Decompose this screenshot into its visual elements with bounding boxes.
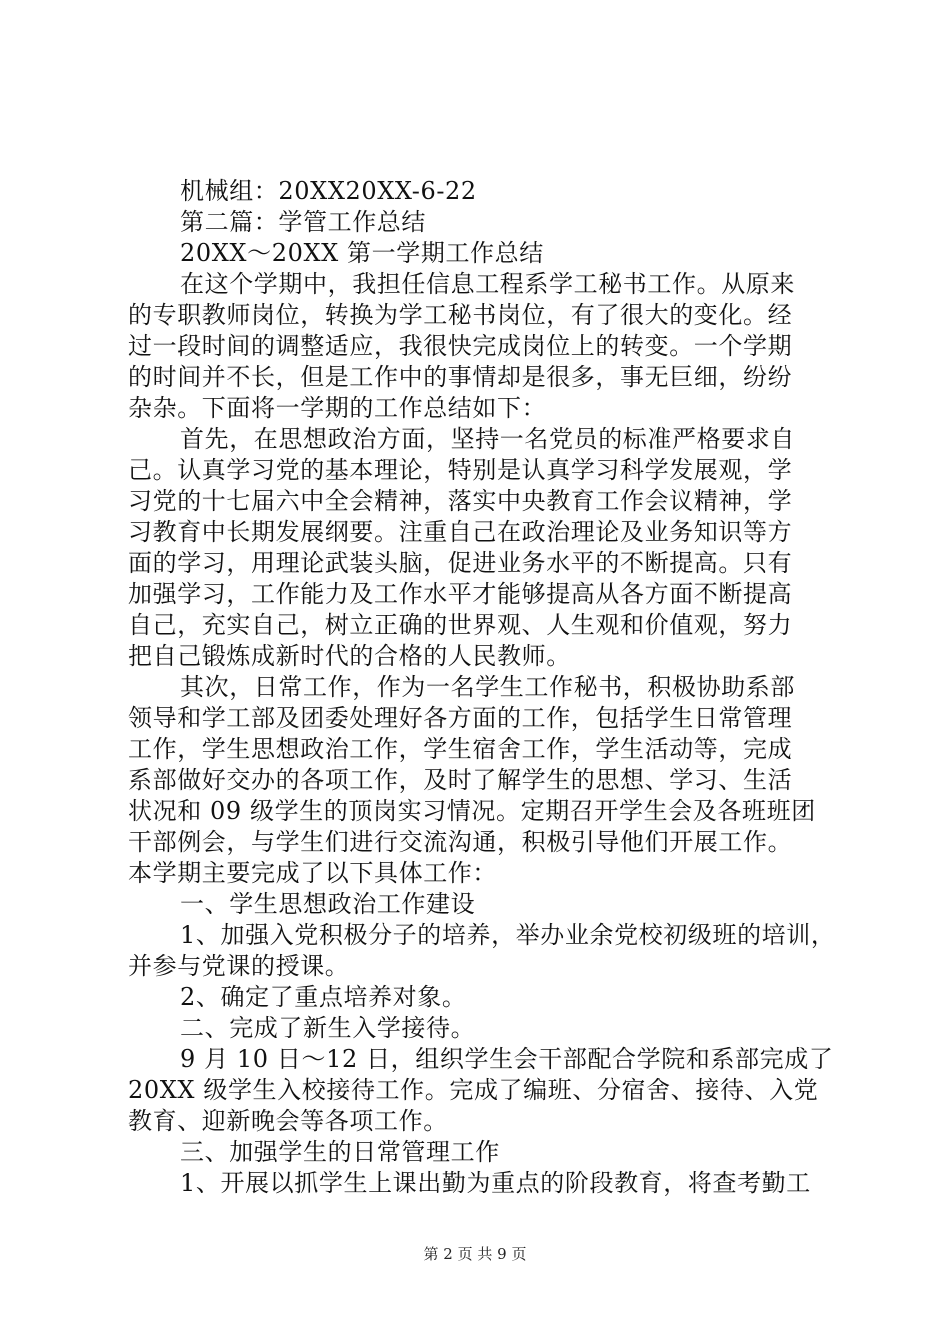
text-line: 杂杂。下面将一学期的工作总结如下：: [128, 394, 547, 422]
text-line: 自己，充实自己，树立正确的世界观、人生观和价值观，努力: [128, 611, 793, 639]
text-line: 教育、迎新晚会等各项工作。: [128, 1107, 448, 1135]
text-line: 加强学习，工作能力及工作水平才能够提高从各方面不断提高: [128, 580, 793, 608]
text-line: 1、开展以抓学生上课出勤为重点的阶段教育，将查考勤工: [180, 1169, 811, 1197]
text-line: 机械组：20XX20XX-6-22: [180, 177, 477, 205]
page-footer: 第 2 页 共 9 页: [423, 1245, 527, 1263]
text-line: 2、确定了重点培养对象。: [180, 983, 467, 1011]
text-line: 干部例会，与学生们进行交流沟通，积极引导他们开展工作。: [128, 828, 793, 856]
text-line: 在这个学期中，我担任信息工程系学工秘书工作。从原来: [180, 270, 795, 298]
text-line: 面的学习，用理论武装头脑，促进业务水平的不断提高。只有: [128, 549, 793, 577]
text-line: 并参与党课的授课。: [128, 952, 350, 980]
text-line: 状况和 09 级学生的顶岗实习情况。定期召开学生会及各班班团: [128, 797, 816, 825]
document-body: [128, 176, 840, 1199]
text-line: 1、加强入党积极分子的培养，举办业余党校初级班的培训，: [180, 921, 836, 949]
text-line: 把自己锻炼成新时代的合格的人民教师。: [128, 642, 571, 670]
text-line: 的时间并不长，但是工作中的事情却是很多，事无巨细，纷纷: [128, 363, 793, 391]
text-line: 二、完成了新生入学接待。: [180, 1014, 476, 1042]
text-line: 工作，学生思想政治工作，学生宿舍工作，学生活动等，完成: [128, 735, 793, 763]
text-line: 本学期主要完成了以下具体工作：: [128, 859, 497, 887]
text-line: 系部做好交办的各项工作，及时了解学生的思想、学习、生活: [128, 766, 793, 794]
text-line: 习教育中长期发展纲要。注重自己在政治理论及业务知识等方: [128, 518, 793, 546]
text-line: 第二篇：学管工作总结: [180, 208, 426, 236]
text-line: 领导和学工部及团委处理好各方面的工作，包括学生日常管理: [128, 704, 793, 732]
text-line: 首先，在思想政治方面，坚持一名党员的标准严格要求自: [180, 425, 795, 453]
text-line: 的专职教师岗位，转换为学工秘书岗位，有了很大的变化。经: [128, 301, 793, 329]
text-line: 9 月 10 日～12 日，组织学生会干部配合学院和系部完成了: [180, 1045, 834, 1073]
text-line: 三、加强学生的日常管理工作: [180, 1138, 500, 1166]
text-line: 其次，日常工作，作为一名学生工作秘书，积极协助系部: [180, 673, 795, 701]
text-line: 习党的十七届六中全会精神，落实中央教育工作会议精神，学: [128, 487, 793, 515]
text-line: 一、学生思想政治工作建设: [180, 890, 476, 918]
text-line: 20XX～20XX 第一学期工作总结: [180, 239, 544, 267]
text-line: 20XX 级学生入校接待工作。完成了编班、分宿舍、接待、入党: [128, 1076, 819, 1104]
text-line: 己。认真学习党的基本理论，特别是认真学习科学发展观，学: [128, 456, 793, 484]
text-line: 过一段时间的调整适应，我很快完成岗位上的转变。一个学期: [128, 332, 793, 360]
